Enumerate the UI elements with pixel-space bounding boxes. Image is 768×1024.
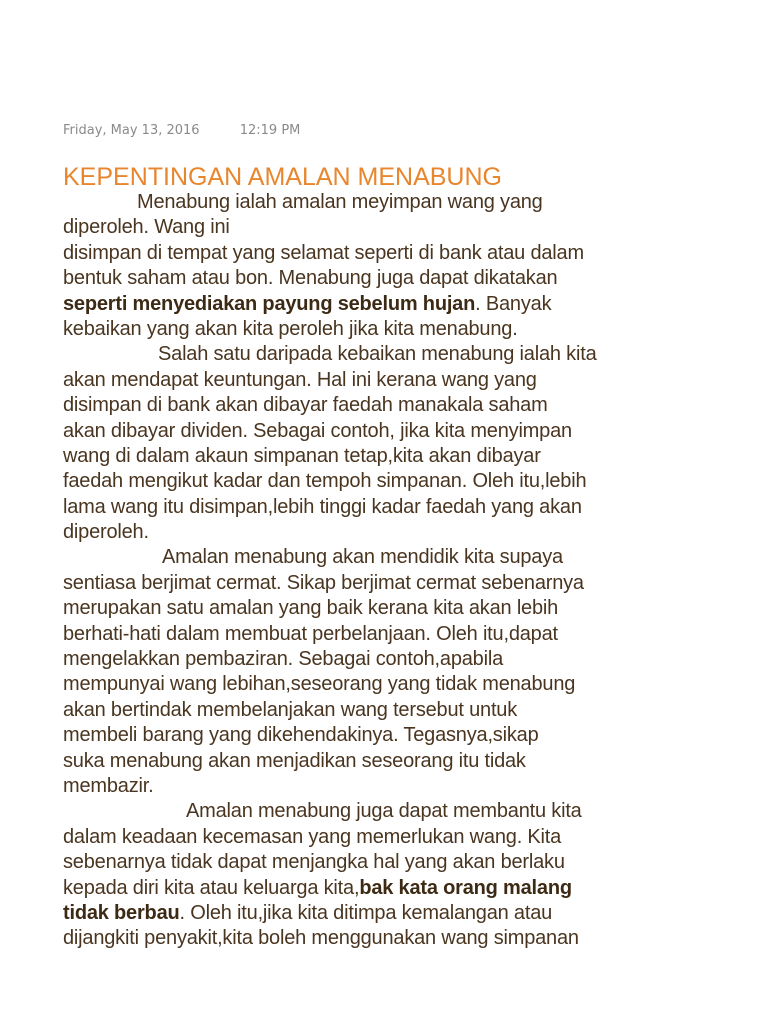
text-line: disimpan di bank akan dibayar faedah manakala saham (63, 394, 548, 417)
article-body (63, 190, 763, 952)
text-line (63, 876, 763, 901)
article-title: KEPENTINGAN AMALAN MENABUNG (63, 163, 502, 191)
text-line: akan bertindak membelanjakan wang tersebut untuk (63, 698, 518, 721)
text-line: lama wang itu disimpan,lebih tinggi kadar faedah yang akan (63, 495, 582, 518)
text-line: membazir. (63, 774, 154, 797)
bold-phrase: tidak berbau (63, 901, 180, 924)
post-meta (63, 123, 300, 138)
text-line: dalam keadaan kecemasan yang memerlukan wang. Kita (63, 825, 562, 848)
text-line: berhati-hati dalam membuat perbelanjaan. Oleh itu,dapat (63, 622, 558, 645)
text-line: dijangkiti penyakit,kita boleh menggunakan wang simpanan (63, 927, 579, 950)
text-line: disimpan di tempat yang selamat seperti di bank atau dalam (63, 241, 584, 264)
text-line: mempunyai wang lebihan,seseorang yang tidak menabung (63, 673, 576, 696)
text-line: diperoleh. (63, 521, 149, 544)
text-line: Amalan menabung juga dapat membantu kita (186, 800, 582, 823)
post-date: Friday, May 13, 2016 (63, 123, 200, 138)
text-line (63, 292, 763, 317)
text-line: mengelakkan pembaziran. Sebagai contoh,apabila (63, 648, 503, 671)
text-line: sentiasa berjimat cermat. Sikap berjimat cermat sebenarnya (63, 571, 584, 594)
text-line: sebenarnya tidak dapat menjangka hal yang akan berlaku (63, 851, 565, 874)
text-line: diperoleh. Wang ini (63, 216, 230, 239)
text-line: akan dibayar dividen. Sebagai contoh, jika kita menyimpan (63, 419, 572, 442)
text-fragment: . Banyak (475, 292, 552, 315)
text-line: suka menabung akan menjadikan seseorang itu tidak (63, 749, 526, 772)
text-line: akan mendapat keuntungan. Hal ini kerana wang yang (63, 368, 537, 391)
text-line: kebaikan yang akan kita peroleh jika kita menabung. (63, 317, 518, 340)
text-line (63, 901, 763, 926)
text-line: membeli barang yang dikehendakinya. Tegasnya,sikap (63, 724, 539, 747)
text-fragment: kepada diri kita atau keluarga kita, (63, 876, 360, 899)
text-line: faedah mengikut kadar dan tempoh simpanan. Oleh itu,lebih (63, 470, 587, 493)
text-fragment: . Oleh itu,jika kita ditimpa kemalangan atau (179, 901, 553, 924)
bold-phrase: bak kata orang malang (359, 876, 572, 899)
text-line: Amalan menabung akan mendidik kita supaya (162, 546, 563, 569)
text-line: Salah satu daripada kebaikan menabung ialah kita (158, 343, 597, 366)
bold-phrase: seperti menyediakan payung sebelum hujan (63, 292, 476, 315)
post-time: 12:19 PM (239, 123, 301, 138)
text-line: Menabung ialah amalan meyimpan wang yang (137, 191, 543, 213)
text-line: wang di dalam akaun simpanan tetap,kita akan dibayar (63, 444, 541, 467)
text-line: bentuk saham atau bon. Menabung juga dapat dikatakan (63, 267, 558, 290)
text-line: merupakan satu amalan yang baik kerana kita akan lebih (63, 597, 559, 620)
